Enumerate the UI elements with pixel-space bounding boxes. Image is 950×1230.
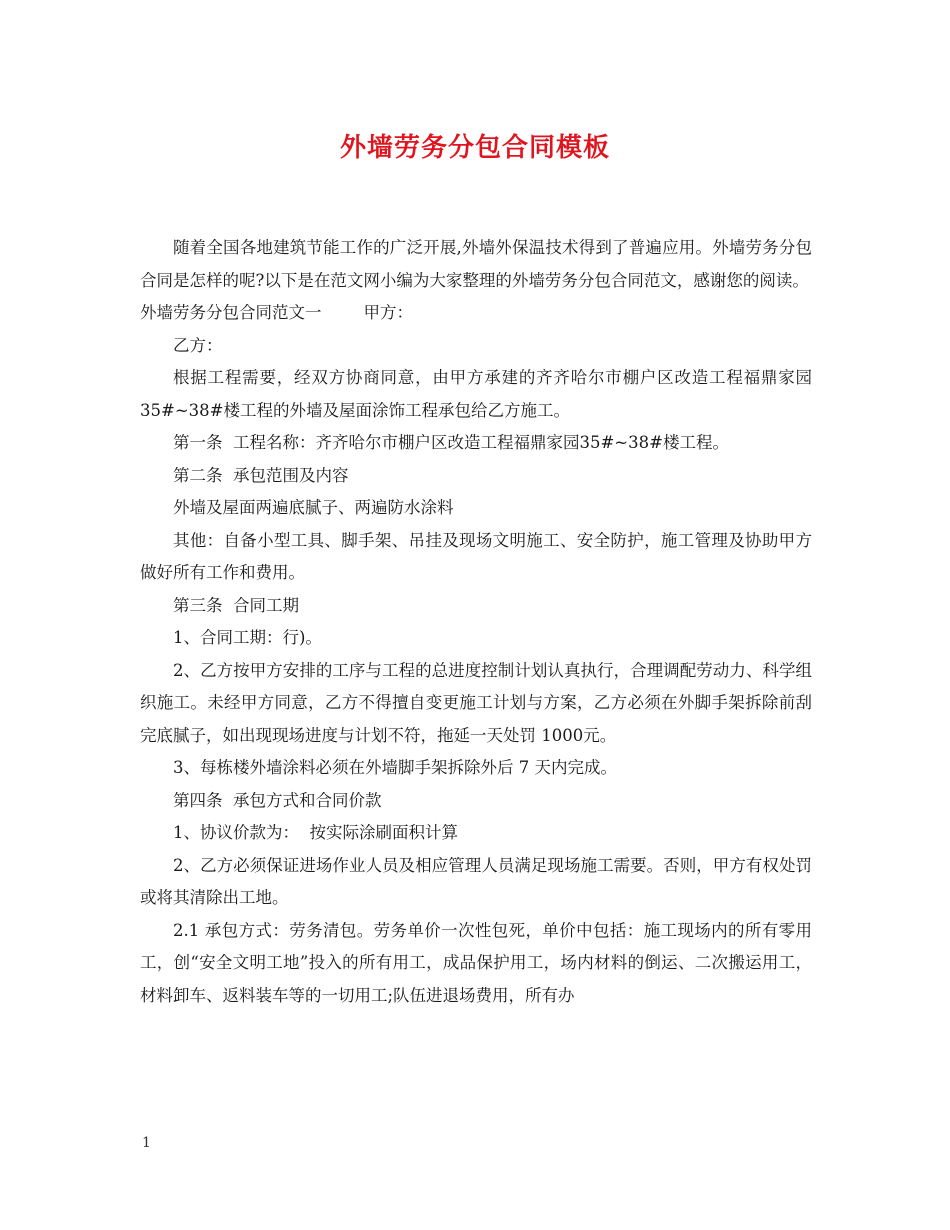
paragraph-party-b: 乙方： [173, 335, 223, 355]
paragraph-term-2: 2、乙方按甲方安排的工序与工程的总进度控制计划认真执行，合理调配劳动力、科学组织施工。未经甲方同意，乙方不得擅自变更施工计划与方案，乙方必须在外脚手架拆除前刮完底腻子，如出现现场进度与计划不符，拖延一天处罚 1000元。 [140, 660, 812, 745]
page-number: 1 [142, 1135, 151, 1151]
paragraph-price-2-1: 2.1 承包方式：劳务清包。劳务单价一次性包死，单价中包括：施工现场内的所有零用工，创“安全文明工地”投入的所有用工，成品保护用工，场内材料的倒运、二次搬运用工，材料卸车、返料装车等的一切用工;队伍进退场费用，所有办 [140, 920, 812, 1005]
paragraph-article-3: 第三条 合同工期 [173, 595, 299, 615]
paragraph-article-4: 第四条 承包方式和合同价款 [173, 790, 382, 810]
paragraph-term-3: 3、每栋楼外墙涂料必须在外墙脚手架拆除外后 7 天内完成。 [173, 758, 617, 777]
paragraph-basis: 根据工程需要，经双方协商同意，由甲方承建的齐齐哈尔市棚户区改造工程福鼎家园35#~38#楼工程的外墙及屋面涂饰工程承包给乙方施工。 [140, 368, 812, 420]
paragraph-scope-content: 外墙及屋面两遍底腻子、两遍防水涂料 [173, 498, 454, 517]
paragraph-sample-heading: 外墙劳务分包合同范文一 甲方： [140, 303, 413, 322]
paragraph-article-1: 第一条 工程名称：齐齐哈尔市棚户区改造工程福鼎家园35#~38#楼工程。 [173, 433, 729, 452]
document-body [140, 232, 812, 1012]
paragraph-price-1: 1、协议价款为： 按实际涂刷面积计算 [173, 823, 458, 842]
paragraph-article-2: 第二条 承包范围及内容 [173, 465, 349, 485]
paragraph-other: 其他：自备小型工具、脚手架、吊挂及现场文明施工、安全防护，施工管理及协助甲方做好所有工作和费用。 [140, 530, 812, 582]
paragraph-term-1: 1、合同工期：行)。 [173, 628, 322, 647]
paragraph-intro: 随着全国各地建筑节能工作的广泛开展,外墙外保温技术得到了普遍应用。外墙劳务分包合同是怎样的呢?以下是在范文网小编为大家整理的外墙劳务分包合同范文，感谢您的阅读。 [140, 238, 812, 290]
document-title: 外墙劳务分包合同模板 [339, 133, 610, 163]
paragraph-price-2: 2、乙方必须保证进场作业人员及相应管理人员满足现场施工需要。否则，甲方有权处罚或将其清除出工地。 [140, 855, 812, 907]
